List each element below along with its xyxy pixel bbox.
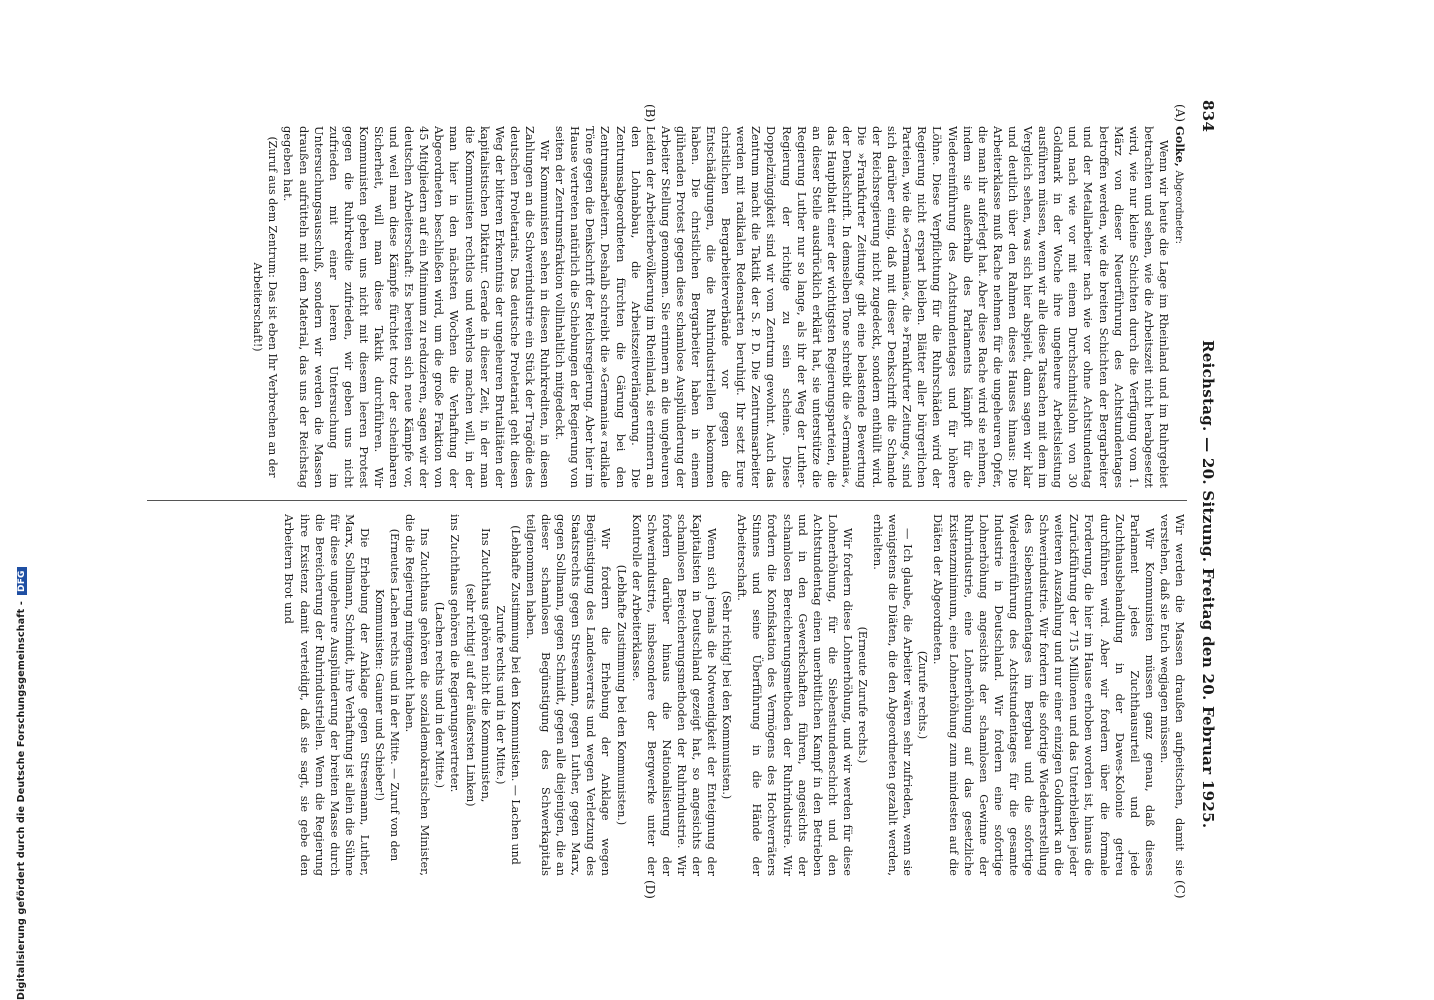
speech-paragraph: Wenn wir heute die Lage im Rheinland und im Ruhrgebiet betrachten und sehen, wie die Arbeitszeit nicht herabgesetzt wird, wie nur kleine Schichten durch die Verfügung vom 1. März von dieser Neuerführung des Achtstundentages betroffen werden, wie die breiten Schichten der Bergarbeiter und der Metallarbeiter nach wie vor ohne Achtstundentag und nach wie vor mit einem Durchschnittslohn von 30 Goldmark in der Woche ihre ungeheure Arbeitsleistung ausführen müssen, wenn wir alle diese Tatsachen mit dem im Vergleich sehen, was sich hier abspielt, dann sagen wir klar und deutlich über den Rahmen dieses Hauses hinaus: Die Arbeiterklasse muß Rache nehmen für die ungeheuren Opfer, die man ihr auferlegt hat. Aber diese Rache wird sie nehmen, indem sie außerhalb des Parlaments kämpft für die Wiedereinführung des Achtstundentages und für höhere Löhne. Diese Verpflichtung für die Ruhrschäden wird der Regierung nicht erspart bleiben. Blätter aller bürgerlichen Parteien, wie die »Germania«, die »Frankfurter Zeitung«, sind sich darüber einig, daß mit dieser Denkschrift die Schande der Reichsregierung nicht zugedeckt, sondern enthüllt wird. Die »Frankfurter Zeitung« gibt eine belastende Bewertung der Denkschrift. In demselben Tone schreibt die »Germania«, das Hauptblatt einer der wichtigsten Regierungsparteien, die an dieser Stelle ausdrücklich erklärt hat, sie unterstütze die Regierung Luther nur so lange, als ihr der Weg der Luther-Regierung der richtige zu sein scheine. Diese Doppelzüngigkeit sind wir vom Zentrum gewohnt. Auch das Zentrum macht die Taktik der S. P. D. Die Zentrumsarbeiter werden mit radikalen Redensarten beruhigt. Ihr setzt Eure christlichen Bergarbeiterverbände vor gegen die Entschädigungen, die die Ruhrindustriellen bekommen haben. Die christlichen Bergarbeiter haben in einem glühenden Protest gegen diese schamlose Ausplünderung der Arbeiter Stellung genommen. Sie erinnern an die ungeheuren Leiden der Arbeiterbevölkerung im Rheinland, sie erinnern an den Lohnabbau, die Arbeitszeitverlängerung. Die Zentrumsabgeordneten fürchten die Gärung bei den Zentrumsarbeitern. Deshalb schreibt die »Germania« radikale Töne gegen die Denkschrift der Reichsregierung. Aber hier im Hause vertreten natürlich die Schiebungen der Regierung von seiten der Zentrumsfraktion vollinhaltlich mitgedeckt. [553, 126, 1171, 488]
speech-paragraph: Wir werden die Massen draußen aufpeitschen, damit sie verstehen, daß sie Euch wegjagen müssen. [1157, 514, 1187, 876]
interjection: (Zurufe rechts.) [916, 650, 930, 740]
margin-mark-d: (D) [643, 880, 657, 899]
column-divider [147, 500, 1187, 501]
interjection: (Lachen rechts und in der Mitte.) [433, 601, 447, 789]
running-title: Reichstag. — 20. Sitzung. Freitag den 20. Februar 1925. [1199, 340, 1217, 829]
interjection: (sehr richtig! auf der äußersten Linken) [463, 583, 477, 807]
speech-paragraph: Wir Kommunisten müssen ganz genau, daß dieses Parlament jedes Zuchthausurteil und jede Zuchthausbehandlung in der Dawes-Kolonie getreu durchführen wird. Aber wir fordern über die formale Forderung, die hier im Hause erhoben worden ist, hinaus die Zurückführung der 715 Millionen und das Unterbleiben jeder weiteren Auszahlung und nur einer einzigen Goldmark an die Schwerindustrie. Wir fordern die sofortige Wiederherstellung des Siebenstundentages im Bergbau und die sofortige Wiedereinführung des Achtstundentages für die gesamte Industrie in Deutschland. Wir fordern eine sofortige Lohnerhöhung angesichts der schamlosen Gewinne der Ruhrindustrie, eine Lohnerhöhung auf das gesetzliche Existenzminimum, eine Lohnerhöhung zum mindesten auf die Diäten der Abgeordneten. [931, 514, 1157, 876]
margin-mark-b: (B) [643, 104, 657, 123]
speaker-line [1171, 126, 1187, 488]
speaker-name: Golke, [1173, 126, 1187, 167]
interjection: (Sehr richtig! bei den Kommunisten.) [720, 590, 734, 800]
digitization-caption [16, 20, 30, 1000]
speech-paragraph: Wir Kommunisten sehen in diesen Ruhrkrediten, in diesen Zahlungen an die Schwerindustrie ein Stück der Tragödie des deutschen Proletariats. Das deutsche Proletariat geht diesen Weg der bitteren Erkenntnis der ungeheuren Brutalitäten der kapitalistischen Diktatur. Gerade in dieser Zeit, in der man die Kommunisten rechtlos und wehrlos machen will, in der man hier in den nächsten Wochen die Verhaftung der Abgeordneten beschließen wird, um die große Fraktion von 45 Mitgliedern auf ein Minimum zu reduzieren, sagen wir der deutschen Arbeiterschaft: Es bereiten sich neue Kämpfe vor, und weil man diese Kämpfe fürchtet trotz der scheinbaren Sicherheit, will man diese Taktik durchführen. Wir Kommunisten geben uns nicht mit diesem leeren Protest gegen die Ruhrkredite zufrieden, wir geben uns nicht zufrieden mit einer leeren Untersuchung im Untersuchungsausschuß, sondern wir werden die Massen draußen aufrütteln mit dem Material, das uns der Reichstag gegeben hat. [281, 126, 553, 488]
speech-paragraph: Wir fordern diese Lohnerhöhung, und wir werden für diese Lohnerhöhung, für die Siebenstundenschicht und den Achtstundentag einen unerbittlichen Kampf in den Betrieben und in den Gewerkschaften führen, angesichts der schamlosen Bereicherungsmethoden der Ruhrindustrie. Wir fordern die Konfiskation des Vermögens des Hochverräters Stinnes und seine Überführung in die Hände der Arbeiterschaft. [735, 514, 855, 876]
speech-paragraph: Wir fordern die Erhebung der Anklage wegen Begünstigung des Landesverrats und wegen Verletzung des Staatsrechts gegen Stresemann, gegen Luther, gegen Marx, gegen Sollmann, gegen Schmidt, gegen alle diejenigen, die an dieser schamlosen Begünstigung des Schwerkapitals teilgenommen haben. [523, 514, 614, 876]
margin-mark-c: (C) [1173, 880, 1187, 899]
page-number: 834 [1199, 100, 1217, 133]
interjection: (Zuruf aus dem Zentrum: Das ist eben Ihr Verbrechen an der Arbeiterschaft!) [251, 136, 280, 478]
speech-paragraph: ins Zuchthaus gehören die Regierungsvertreter. [448, 514, 463, 793]
interjection: (Lebhafte Zustimmung bei den Kommunisten. — Lachen und Zurufe rechts und in der Mitte.) [493, 525, 522, 865]
speaker-role: Abgeordneter: [1173, 170, 1184, 244]
speech-paragraph: — Ich glaube, die Arbeiter wären sehr zufrieden, wenn sie wenigstens die Diäten, die den Abgeordneten gezahlt werden, erhielten. [871, 514, 916, 876]
speech-paragraph: Wenn sich jemals die Notwendigkeit der Enteignung der Kapitalisten in Deutschland gezeigt hat, so angesichts der schamlosen Bereicherungsmethoden der Ruhrindustrie. Wir fordern darüber hinaus die Nationalisierung der Schwerindustrie, insbesondere der Bergwerke unter der Kontrolle der Arbeiterklasse. [629, 514, 720, 876]
dfg-logo-icon: DFG [17, 567, 27, 595]
left-column [127, 126, 1187, 488]
speech-paragraph: Ins Zuchthaus gehören die sozialdemokratischen Minister, die die Regierung mitgemacht haben. [403, 514, 433, 876]
interjection: (Erneutes Lachen rechts und in der Mitte. — Zuruf von den Kommunisten: Gauner und Schieber!) [373, 528, 402, 862]
interjection: (Erneute Zurufe rechts.) [856, 626, 870, 764]
speech-paragraph: Ins Zuchthaus gehören nicht die Kommunisten, [478, 528, 493, 803]
margin-mark-a: (A) [1173, 104, 1187, 123]
interjection: (Lebhafte Zustimmung bei den Kommunisten.) [614, 564, 628, 826]
digitization-caption-text: Digitalisierung gefördert durch die Deutsche Forschungsgemeinschaft - [16, 600, 27, 1000]
page-header [1191, 100, 1217, 900]
scanned-page [117, 100, 1217, 900]
speech-paragraph: Die Erhebung der Anklage gegen Stresemann, Luther, Marx, Sollmann, Schmidt, ihre Verhaftung ist allein die Sühne für diese ungeheure Ausplünderung der breiten Masse durch die Bereicherung der Ruhrindustriellen. Wenn die Regierung ihre Existenz damit verteidigt, daß sie sagt, sie gebe den Arbeitern Brot und [282, 514, 372, 876]
right-column [127, 514, 1187, 876]
